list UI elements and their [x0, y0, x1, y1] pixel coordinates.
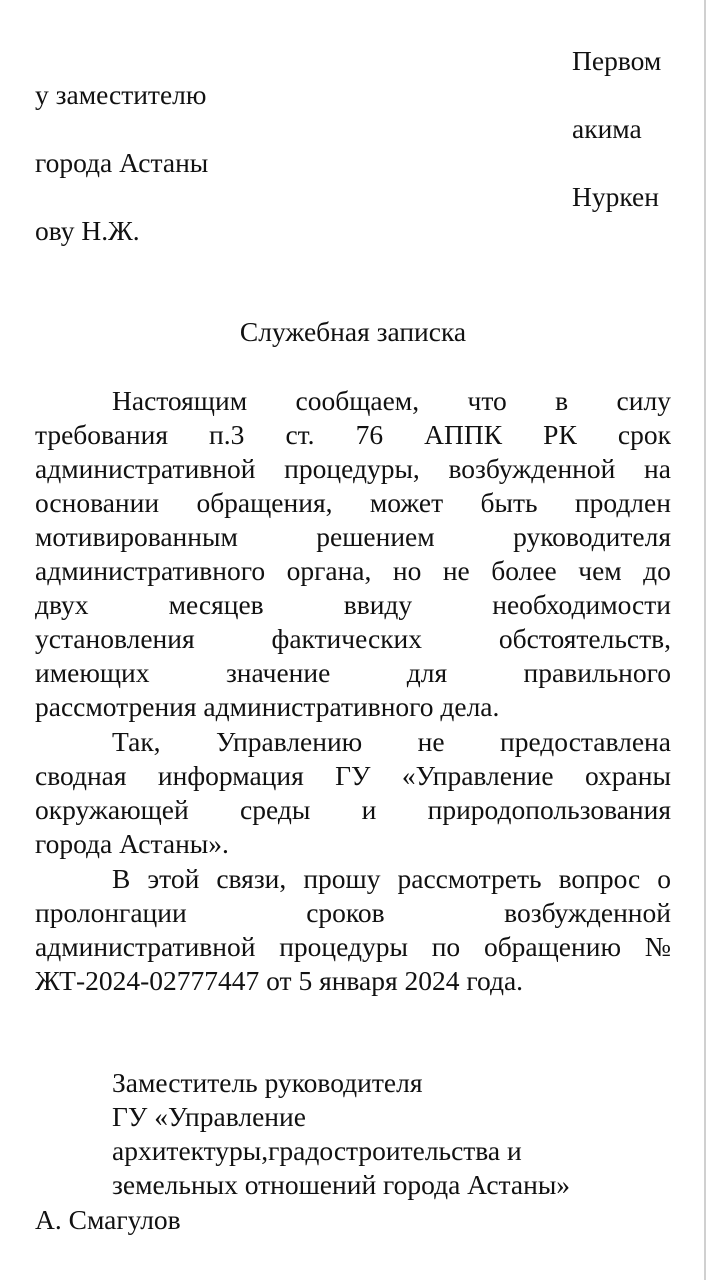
- paragraph-line: [35, 520, 671, 554]
- word: фактических: [271, 623, 423, 654]
- paragraph-line: [35, 656, 671, 690]
- paragraph-line: [112, 384, 671, 418]
- word: природопользования: [427, 794, 671, 825]
- paragraph-line: [35, 486, 671, 520]
- word: до: [643, 555, 671, 586]
- word: не: [417, 726, 445, 757]
- addressee-line-6: ову Н.Ж.: [35, 215, 140, 246]
- word: Управлению: [215, 726, 363, 757]
- word: правильного: [523, 657, 671, 688]
- word: руководителя: [513, 521, 671, 552]
- word: по: [431, 931, 461, 962]
- word: срок: [617, 419, 671, 450]
- paragraph-line: рассмотрения административного дела.: [35, 691, 500, 722]
- word: что: [467, 385, 507, 416]
- word: более: [491, 555, 557, 586]
- signature-position-line-3: архитектуры,градостроительства и: [112, 1135, 522, 1166]
- word: обстоятельств,: [498, 623, 671, 654]
- word: может: [369, 487, 444, 518]
- addressee-line-3: акима: [572, 113, 642, 144]
- word: органа,: [286, 555, 372, 586]
- word: предоставлена: [499, 726, 671, 757]
- word: АППК: [424, 419, 503, 450]
- word: п.3: [209, 419, 245, 450]
- word: ст.: [285, 419, 315, 450]
- word: Настоящим: [112, 385, 248, 416]
- paragraph-line: [35, 622, 671, 656]
- word: связи,: [216, 863, 287, 894]
- word: силу: [616, 385, 671, 416]
- word: этой: [147, 863, 200, 894]
- word: но: [392, 555, 422, 586]
- word: сроков: [306, 897, 385, 928]
- word: чем: [578, 555, 622, 586]
- word: РК: [543, 419, 577, 450]
- word: решением: [316, 521, 435, 552]
- word: о: [657, 863, 671, 894]
- word: «Управление: [401, 760, 554, 791]
- word: окружающей: [35, 794, 189, 825]
- word: административной: [35, 453, 256, 484]
- word: двух: [35, 589, 89, 620]
- signature-position-line-4: земельных отношений города Астаны»: [112, 1169, 571, 1200]
- paragraph-line: [35, 896, 671, 930]
- word: сообщаем,: [295, 385, 420, 416]
- word: Так,: [112, 726, 161, 757]
- word: административной: [35, 931, 256, 962]
- word: административного: [35, 555, 266, 586]
- word: №: [644, 931, 671, 962]
- signature-name: А. Смагулов: [35, 1204, 181, 1235]
- word: обращению: [483, 931, 621, 962]
- word: 76: [355, 419, 384, 450]
- word: прошу: [303, 863, 381, 894]
- signature-position-line-2: ГУ «Управление: [112, 1101, 306, 1132]
- word: не: [442, 555, 470, 586]
- addressee-line-2: у заместителю: [35, 79, 207, 110]
- addressee-line-4: города Астаны: [35, 147, 209, 178]
- addressee-line-1: Первом: [572, 45, 662, 76]
- paragraph-line: [35, 418, 671, 452]
- paragraph-line: [35, 793, 671, 827]
- paragraph-line: [112, 725, 671, 759]
- word: в: [555, 385, 569, 416]
- word: мотивированным: [35, 521, 238, 552]
- word: основании: [35, 487, 160, 518]
- word: среды: [240, 794, 311, 825]
- word: и: [361, 794, 377, 825]
- paragraph-line: [35, 759, 671, 793]
- word: В: [112, 863, 131, 894]
- word: пролонгации: [35, 897, 187, 928]
- word: вопрос: [558, 863, 641, 894]
- word: процедуры,: [284, 453, 420, 484]
- word: информация: [157, 760, 304, 791]
- paragraph-line: [35, 452, 671, 486]
- word: значение: [225, 657, 331, 688]
- word: продлен: [574, 487, 671, 518]
- word: установления: [35, 623, 195, 654]
- word: сводная: [35, 760, 127, 791]
- word: на: [644, 453, 671, 484]
- word: ГУ: [335, 760, 371, 791]
- word: возбужденной: [448, 453, 616, 484]
- word: обращения,: [196, 487, 333, 518]
- word: охраны: [584, 760, 671, 791]
- word: быть: [480, 487, 538, 518]
- paragraph-line: города Астаны».: [35, 828, 229, 859]
- page-title: Служебная записка: [239, 316, 467, 347]
- word: ввиду: [343, 589, 413, 620]
- paragraph-line: [35, 588, 671, 622]
- word: рассмотреть: [397, 863, 542, 894]
- word: необходимости: [492, 589, 671, 620]
- word: для: [406, 657, 448, 688]
- paragraph-line: [35, 930, 671, 964]
- addressee-line-5: Нуркен: [572, 181, 659, 212]
- signature-position-line-1: Заместитель руководителя: [112, 1067, 423, 1098]
- paragraph-line: [112, 862, 671, 896]
- word: требования: [35, 419, 168, 450]
- word: месяцев: [168, 589, 264, 620]
- word: возбужденной: [504, 897, 671, 928]
- word: процедуры: [279, 931, 408, 962]
- word: имеющих: [35, 657, 150, 688]
- paragraph-line: ЖТ-2024-02777447 от 5 января 2024 года.: [35, 965, 524, 996]
- paragraph-line: [35, 554, 671, 588]
